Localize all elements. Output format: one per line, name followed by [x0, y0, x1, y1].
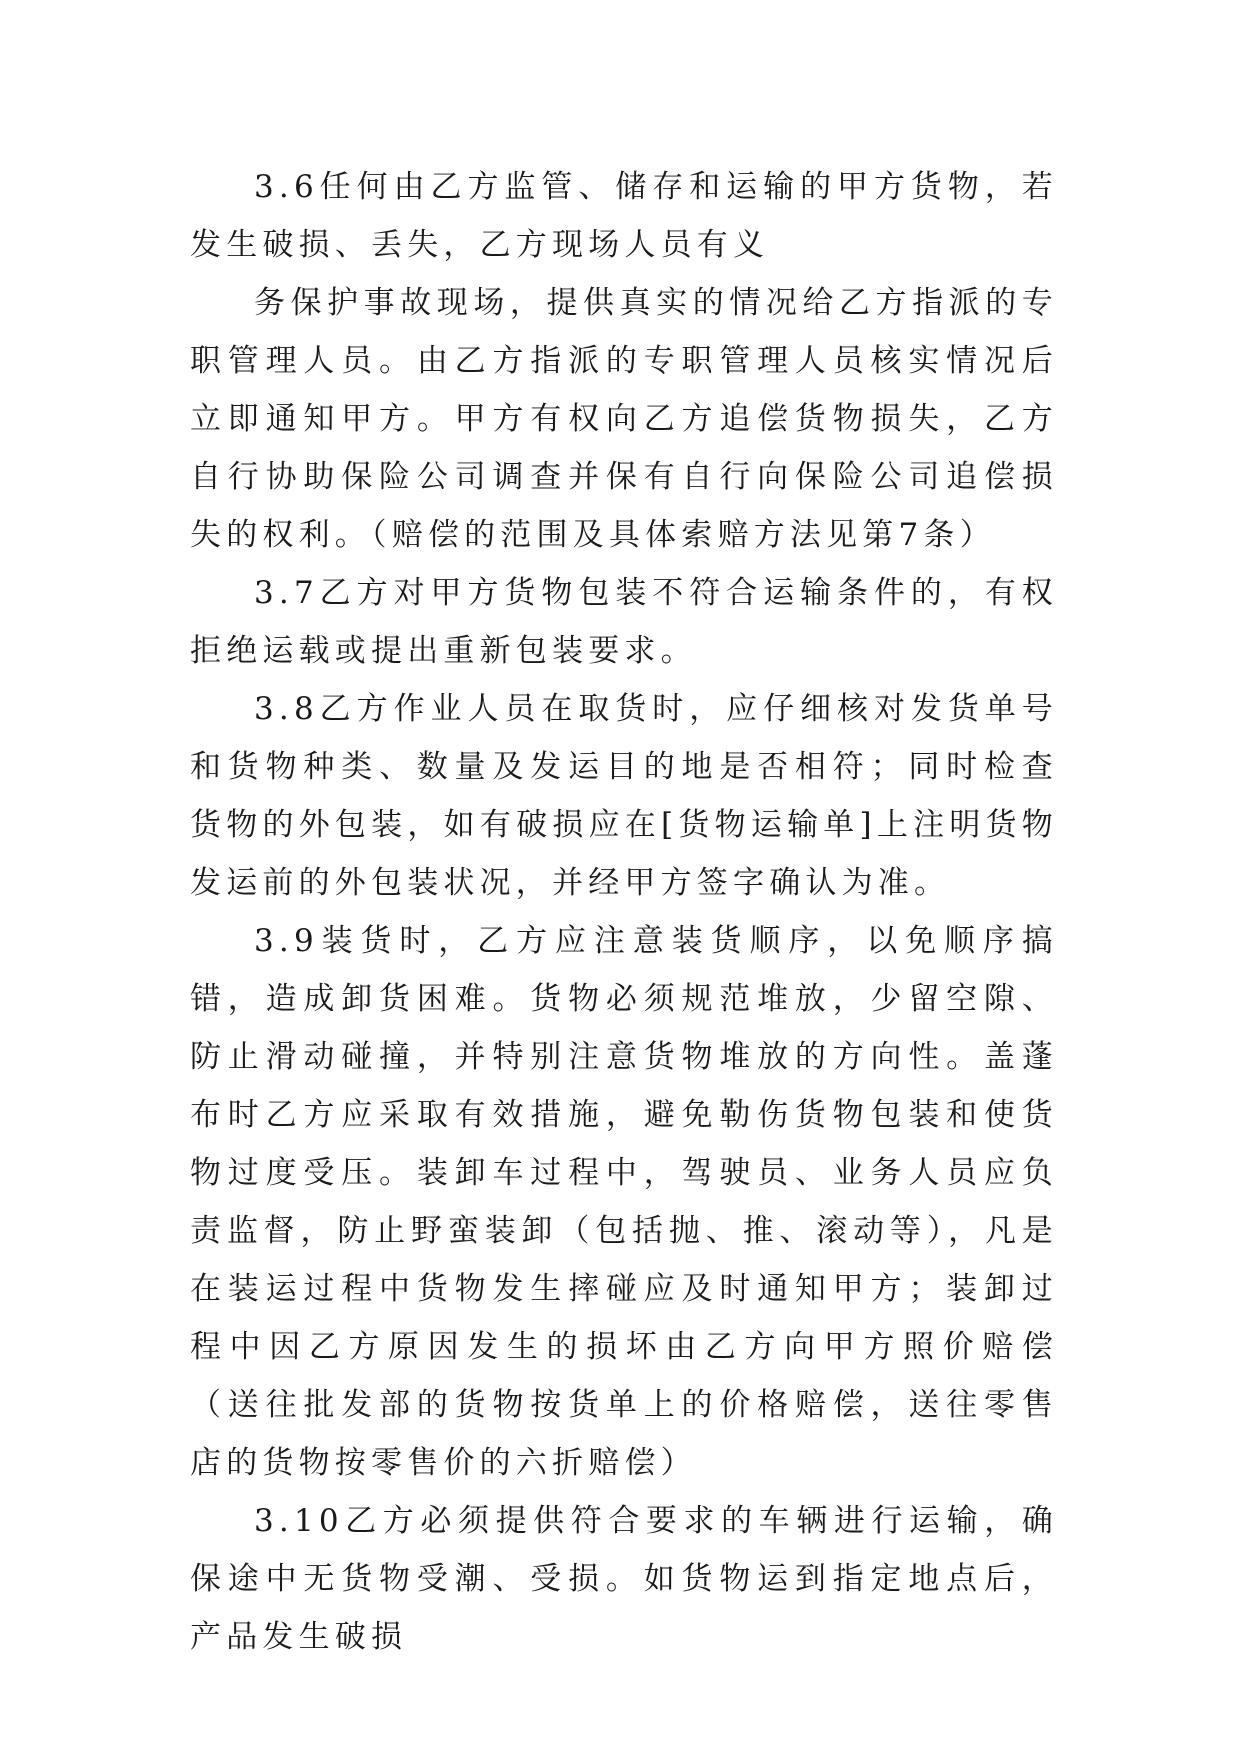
- paragraph-3-10: 3.10乙方必须提供符合要求的车辆进行运输，确保途中无货物受潮、受损。如货物运到指定地点后，产品发生破损: [190, 1503, 1058, 1655]
- paragraph-3-8: 3.8乙方作业人员在取货时，应仔细核对发货单号和货物种类、数量及发运目的地是否相符；同时检查货物的外包装，如有破损应在[货物运输单]上注明货物发运前的外包装状况，并经甲方签字确认为准。: [190, 691, 1058, 901]
- paragraph-3-6: 3.6任何由乙方监管、储存和运输的甲方货物，若发生破损、丢失，乙方现场人员有义: [190, 169, 1058, 263]
- document-body: [190, 158, 1058, 1666]
- paragraph-3-7: 3.7乙方对甲方货物包装不符合运输条件的，有权拒绝运载或提出重新包装要求。: [190, 575, 1058, 669]
- paragraph-3-9: 3.9装货时，乙方应注意装货顺序，以免顺序搞错，造成卸货困难。货物必须规范堆放，少留空隙、防止滑动碰撞，并特别注意货物堆放的方向性。盖蓬布时乙方应采取有效措施，避免勒伤货物包装和使货物过度受压。装卸车过程中，驾驶员、业务人员应负责监督，防止野蛮装卸（包括抛、推、滚动等），凡是在装运过程中货物发生摔碰应及时通知甲方；装卸过程中因乙方原因发生的损坏由乙方向甲方照价赔偿（送往批发部的货物按货单上的价格赔偿，送往零售店的货物按零售价的六折赔偿）: [190, 923, 1058, 1481]
- paragraph-3-6-continued: 务保护事故现场，提供真实的情况给乙方指派的专职管理人员。由乙方指派的专职管理人员核实情况后立即通知甲方。甲方有权向乙方追偿货物损失，乙方自行协助保险公司调查并保有自行向保险公司追偿损失的权利。（赔偿的范围及具体索赔方法见第7条）: [190, 285, 1058, 553]
